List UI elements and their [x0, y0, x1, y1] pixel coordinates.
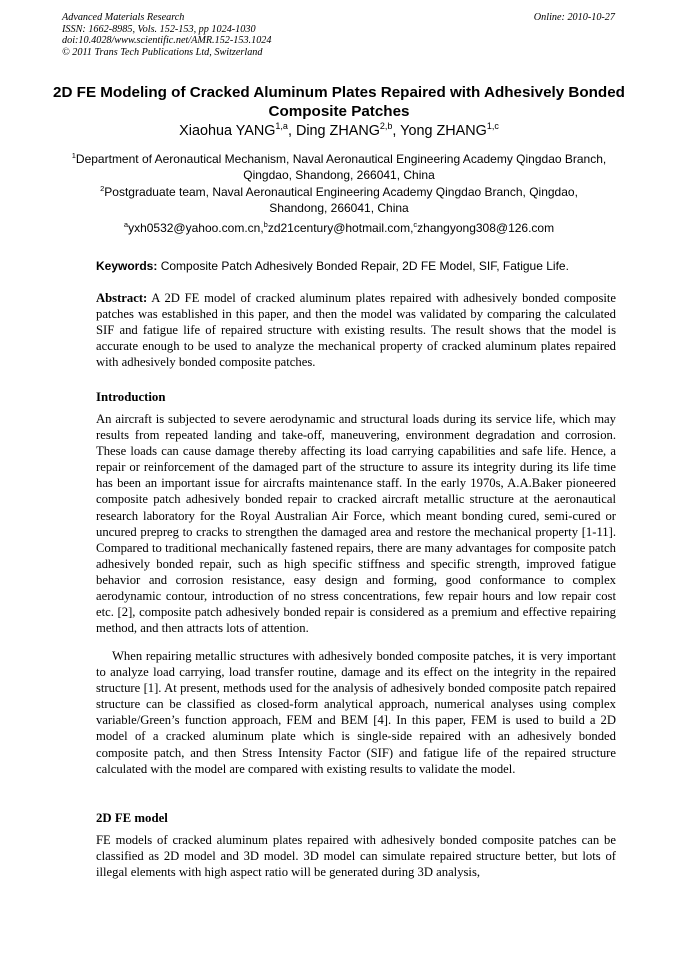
author-name: Yong ZHANG	[400, 123, 487, 139]
email-address: yxh0532@yahoo.com.cn,	[128, 221, 264, 235]
abstract-label: Abstract:	[96, 291, 148, 305]
author-separator: ,	[392, 123, 401, 139]
author-name: Ding ZHANG	[295, 123, 380, 139]
affiliation-text: Postgraduate team, Naval Aeronautical Engineering Academy Qingdao Branch, Qingdao, Shandong, 266041, China	[104, 185, 578, 215]
doi-line: doi:10.4028/www.scientific.net/AMR.152-153.1024	[62, 35, 272, 47]
author-name: Xiaohua YANG	[179, 123, 276, 139]
journal-name: Advanced Materials Research	[62, 12, 185, 23]
affiliation-1	[70, 151, 608, 183]
email-mark: c	[413, 220, 418, 229]
journal-header	[62, 12, 271, 58]
author-separator: ,	[287, 123, 296, 139]
author-list	[40, 122, 638, 140]
keywords-text: Composite Patch Adhesively Bonded Repair, 2D FE Model, SIF, Fatigue Life.	[157, 259, 569, 273]
section-heading-2d-fe-model: 2D FE model	[96, 811, 168, 825]
author-affiliation-mark: 2,b	[379, 121, 393, 131]
email-mark: b	[263, 220, 268, 229]
email-address: zhangyong308@126.com	[417, 221, 555, 235]
email-address: zd21century@hotmail.com,	[267, 221, 414, 235]
introduction-paragraph-2: When repairing metallic structures with adhesively bonded composite patches, it is very important to analyze load carrying, load transfer routine, damage and its effect on the integrity in the repaired structure [1]. At present, methods used for the analysis of adhesively bonded composite patch repaired structure can be classified as closed-form analytical approach, numerical analyses using complex variable/Green’s function approach, FEM and BEM [4]. In this paper, FEM is used to build a 2D model of a cracked aluminum plate which is single-side repaired with an adhesively bonded composite patch, and then Stress Intensity Factor (SIF) and fatigue life of the repaired structure calculated with the model are compared with existing results to validate the model.	[96, 649, 616, 776]
affiliation-2	[70, 184, 608, 216]
abstract	[96, 290, 616, 370]
author-affiliation-mark: 1,c	[486, 121, 499, 131]
issn-line: ISSN: 1662-8985, Vols. 152-153, pp 1024-1030	[62, 23, 256, 35]
affiliation-text: Department of Aeronautical Mechanism, Naval Aeronautical Engineering Academy Qingdao Branch, Qingdao, Shandong, 266041, China	[75, 152, 607, 182]
affiliation-mark: 2	[100, 184, 105, 193]
copyright-line: © 2011 Trans Tech Publications Ltd, Switzerland	[62, 46, 263, 58]
paper-title: 2D FE Modeling of Cracked Aluminum Plates Repaired with Adhesively Bonded Composite Patches	[53, 84, 625, 120]
section-heading-introduction: Introduction	[96, 390, 166, 404]
author-emails	[60, 220, 618, 236]
email-mark: a	[123, 220, 129, 229]
affiliation-mark: 1	[71, 151, 76, 160]
keywords	[96, 258, 616, 274]
abstract-text: A 2D FE model of cracked aluminum plates repaired with adhesively bonded composite patches was established in this paper, and then the model was validated by comparing the calculated SIF and fatigue life of repaired structure with existing results. The result shows that the model is accurate enough to be used to analyze the mechanical property of cracked aluminum plates repaired with adhesively bonded composite patches.	[96, 291, 616, 370]
keywords-label: Keywords:	[96, 259, 158, 273]
author-affiliation-mark: 1,a	[275, 121, 288, 131]
introduction-paragraph-1: An aircraft is subjected to severe aerodynamic and structural loads during its service life, which may results from repeated landing and take-off, maneuvering, environment degradation and corrosion. These loads can cause damage thereby affecting its load carrying capabilities and safe life. Hence, a repair or reinforcement of the damaged part of the structure to assure its integrity during its life time has been an important issue for aircrafts maintenance staff. In the early 1970s, A.A.Baker pioneered composite patch adhesively bonded repair to cracked aircraft metallic structure at the aeronautical research laboratory for the Royal Australian Air Force, which meant bonding cured, semi-cured or uncured prepreg to cracks to strengthen the damaged area and restore the mechanical property [1-11]. Compared to traditional mechanically fastened repairs, there are many advantages for composite patch adhesively bonded repair, such as high specific stiffness and specific strength, improved fatigue behavior and corrosion resistance, easy design and forming, good conformance to complex aerodynamic contour, introduction of no stress concentrations, few repair hours and low repair cost etc. [2], composite patch adhesively bonded repair is considered as a premium and effective repairing method, and then attracts lots of attention.	[96, 412, 616, 636]
online-date: Online: 2010-10-27	[533, 12, 615, 23]
fe-model-paragraph-1: FE models of cracked aluminum plates repaired with adhesively bonded composite patches can be classified as 2D model and 3D model. 3D model can simulate repaired structure better, but lots of illegal elements with high aspect ratio will be generated during 3D analysis,	[96, 833, 616, 880]
